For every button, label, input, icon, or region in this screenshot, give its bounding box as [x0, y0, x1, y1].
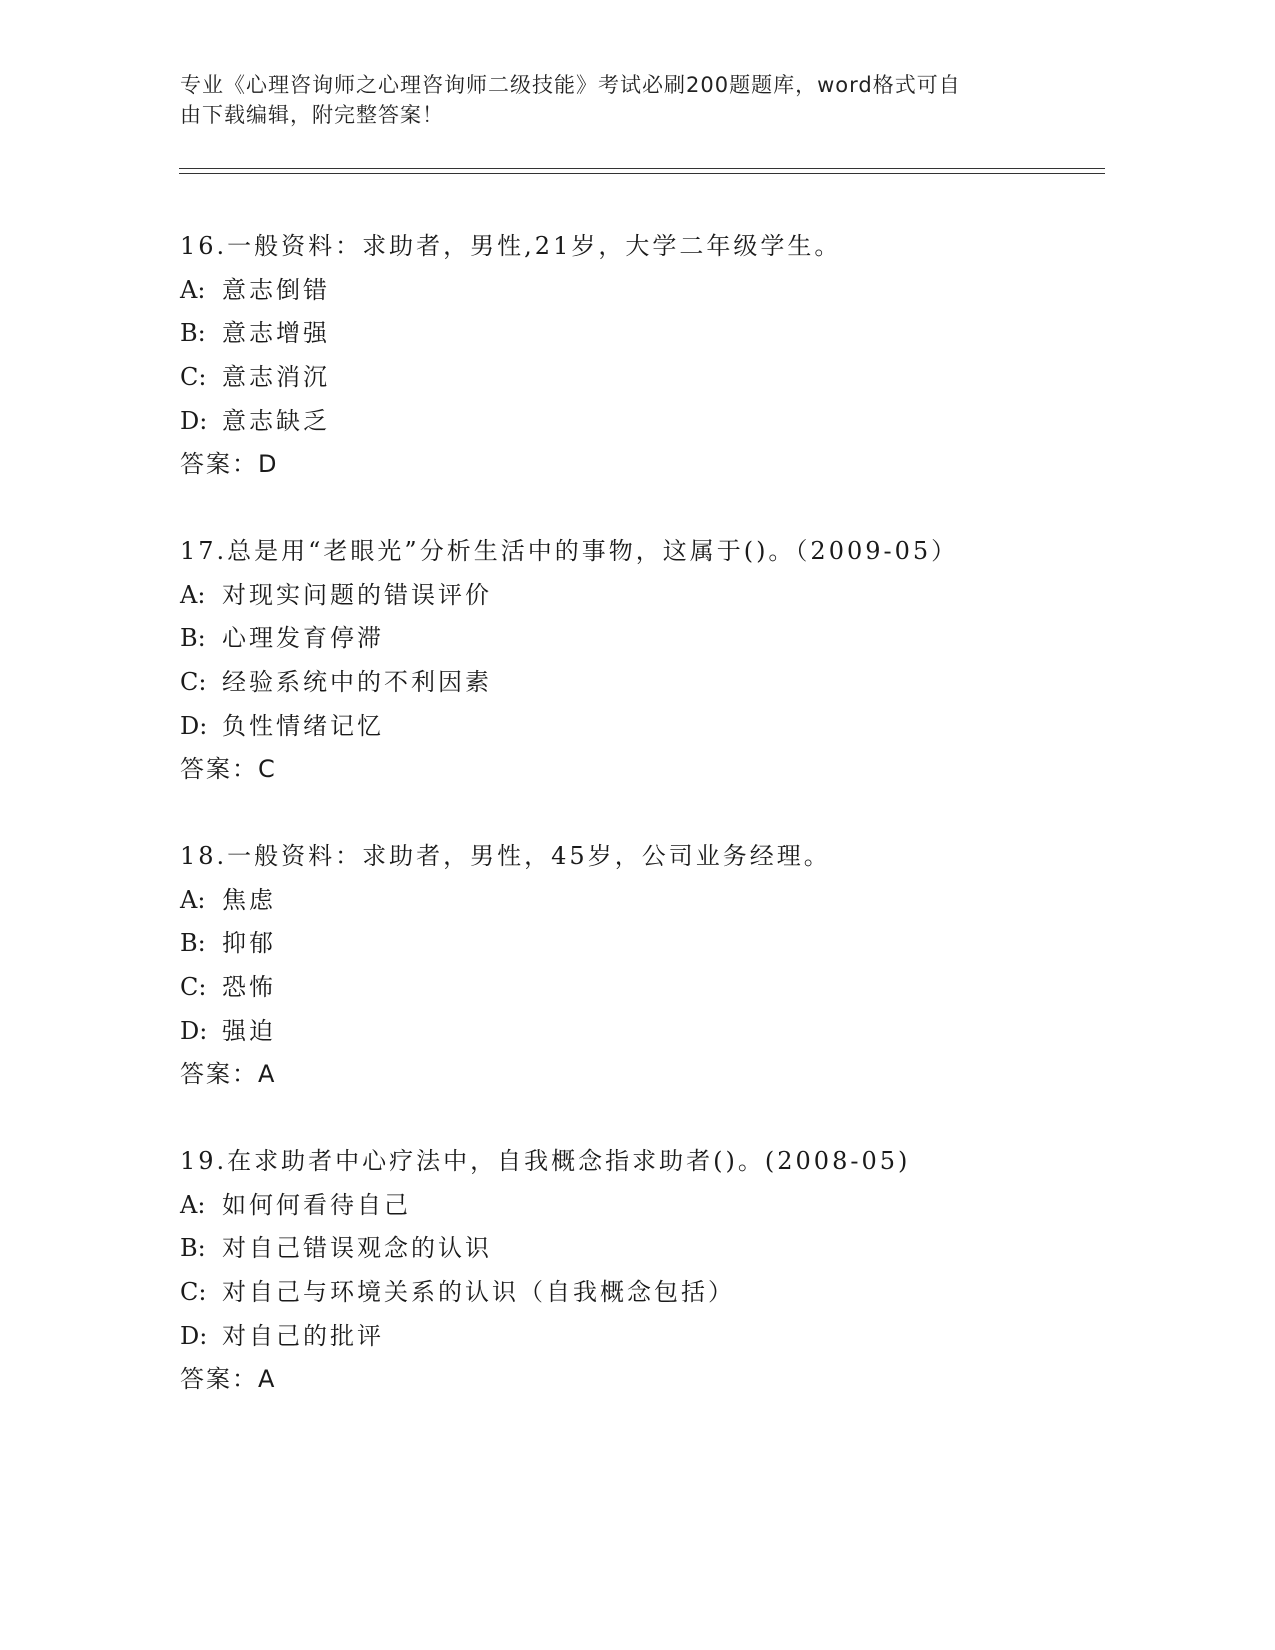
option-letter: D:: [180, 406, 208, 435]
question-text: 17.总是用“老眼光”分析生活中的事物，这属于()。（2009-05）: [180, 537, 959, 565]
header-divider-bottom: [179, 173, 1105, 174]
option-text: 经验系统中的不利因素: [222, 668, 492, 697]
question-18: [180, 841, 1120, 1089]
option-text: 恐怖: [222, 973, 276, 1002]
question-text: 16.一般资料：求助者，男性,21岁，大学二年级学生。: [180, 232, 842, 260]
question-19: [180, 1146, 1120, 1394]
option-text: 抑郁: [222, 929, 276, 958]
option-letter: A:: [180, 275, 206, 304]
question-16: [180, 231, 1120, 479]
option-b: [180, 318, 1120, 348]
option-text: 焦虑: [222, 885, 276, 914]
option-text: 意志缺乏: [222, 406, 330, 435]
document-header: [180, 70, 1080, 130]
option-letter: A:: [180, 885, 206, 914]
question-17: [180, 536, 1120, 784]
option-text: 对自己与环境关系的认识（自我概念包括）: [222, 1278, 735, 1307]
option-letter: A:: [180, 580, 206, 609]
option-text: 意志增强: [222, 319, 330, 348]
option-d: [180, 1016, 1120, 1046]
option-c: [180, 667, 1120, 697]
option-b: [180, 928, 1120, 958]
option-letter: D:: [180, 711, 208, 740]
option-letter: D:: [180, 1016, 208, 1045]
option-letter: C:: [180, 973, 207, 1002]
option-letter: A:: [180, 1190, 206, 1219]
option-text: 强迫: [222, 1016, 276, 1045]
option-text: 对自己的批评: [222, 1321, 384, 1350]
option-a: [180, 275, 1120, 305]
option-c: [180, 972, 1120, 1002]
option-letter: B:: [180, 1234, 206, 1263]
option-letter: C:: [180, 363, 207, 392]
option-text: 负性情绪记忆: [222, 711, 384, 740]
option-letter: C:: [180, 1278, 207, 1307]
question-text: 18.一般资料：求助者，男性，45岁，公司业务经理。: [180, 842, 831, 870]
answer: 答案：C: [180, 755, 277, 784]
option-text: 对自己错误观念的认识: [222, 1234, 492, 1263]
header-divider-top: [179, 168, 1105, 169]
answer: 答案：A: [180, 1365, 277, 1394]
option-c: [180, 362, 1120, 392]
answer: 答案：A: [180, 1060, 277, 1089]
option-text: 意志消沉: [222, 363, 330, 392]
option-text: 如何何看待自己: [222, 1190, 411, 1219]
option-d: [180, 1321, 1120, 1351]
option-d: [180, 711, 1120, 741]
header-line-2: 由下载编辑，附完整答案！: [180, 103, 444, 127]
option-b: [180, 1233, 1120, 1263]
option-a: [180, 1190, 1120, 1220]
answer: 答案：D: [180, 450, 279, 479]
option-d: [180, 406, 1120, 436]
option-text: 意志倒错: [222, 275, 330, 304]
option-b: [180, 623, 1120, 653]
option-c: [180, 1277, 1120, 1307]
option-letter: B:: [180, 624, 206, 653]
option-letter: B:: [180, 929, 206, 958]
question-text: 19.在求助者中心疗法中，自我概念指求助者()。(2008-05): [180, 1147, 911, 1175]
option-letter: D:: [180, 1321, 208, 1350]
option-letter: C:: [180, 668, 207, 697]
header-line-1: 专业《心理咨询师之心理咨询师二级技能》考试必刷200题题库，word格式可自: [180, 73, 961, 97]
option-a: [180, 580, 1120, 610]
option-text: 对现实问题的错误评价: [222, 580, 492, 609]
option-a: [180, 885, 1120, 915]
option-letter: B:: [180, 319, 206, 348]
option-text: 心理发育停滞: [222, 624, 384, 653]
